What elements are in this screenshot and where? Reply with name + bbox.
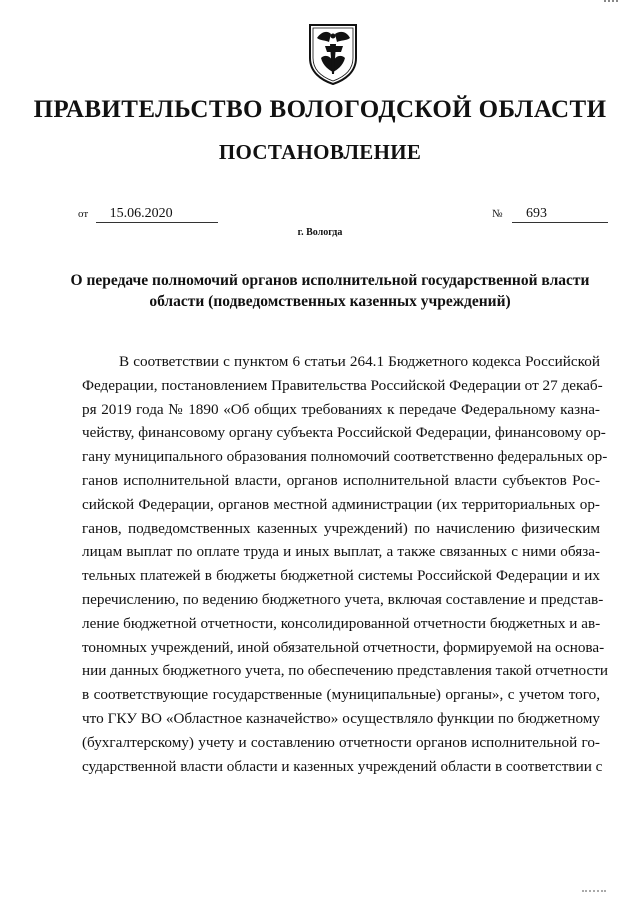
document-date: 15.06.2020	[96, 206, 218, 223]
body-line: лицам выплат по оплате труда и иных выплат, а также связанных с ними обяза-	[82, 543, 600, 561]
body-line: Федерации, постановлением Правительства Российской Федерации от 27 декаб-	[82, 376, 603, 394]
date-prefix: от	[78, 208, 89, 220]
body-line: чейству, финансовому органу субъекта Российской Федерации, финансовому ор-	[82, 424, 606, 442]
body-line: тельных платежей в бюджеты бюджетной системы Российской Федерации и их	[82, 567, 600, 585]
number-prefix: №	[492, 208, 503, 220]
document-number: 693	[512, 206, 608, 223]
body-line: В соответствии с пунктом 6 статьи 264.1 Бюджетного кодекса Российской	[119, 353, 600, 370]
body-line: ление бюджетной отчетности, консолидированной отчетности бюджетных и ав-	[82, 614, 601, 632]
body-line: что ГКУ ВО «Областное казначейство» осуществляло функции по бюджетному	[82, 709, 600, 727]
document-date-field	[78, 206, 218, 223]
scan-corner-mark	[582, 890, 606, 895]
body-line: тономных учреждений, иной обязательной отчетности, формируемой на основа-	[82, 638, 605, 656]
body-line: гану муниципального образования полномочий соответственно федеральных ор-	[82, 448, 608, 466]
scan-corner-mark	[604, 0, 618, 5]
vologda-coat-of-arms-icon	[307, 22, 359, 86]
body-line: перечислению, по ведению бюджетного учета, включая составление и представ-	[82, 590, 604, 608]
subject-line: О передаче полномочий органов исполнительной государственной власти	[70, 272, 590, 289]
body-line: сударственной власти области и казенных учреждений области в соответствии с	[82, 757, 603, 775]
government-title: ПРАВИТЕЛЬСТВО ВОЛОГОДСКОЙ ОБЛАСТИ	[33, 96, 607, 123]
body-paragraph	[82, 350, 609, 778]
body-line: (бухгалтерскому) учету и составлению отчетности органов исполнительной го-	[82, 733, 600, 751]
document-type: ПОСТАНОВЛЕНИЕ	[218, 140, 422, 164]
subject-line: области (подведомственных казенных учреждений)	[149, 293, 511, 310]
body-line: сийской Федерации, органов местной администрации (их территориальных ор-	[82, 495, 600, 513]
document-number-field	[492, 206, 608, 223]
body-line: ря 2019 года № 1890 «Об общих требованиях к передаче Федеральному казна-	[82, 400, 600, 418]
document-subject	[60, 270, 600, 312]
body-line: ганов, подведомственных казенных учреждений) по начислению физическим	[82, 519, 600, 537]
city-label: г. Вологда	[297, 227, 343, 238]
body-line: ганов исполнительной власти, органов исполнительной власти субъектов Рос-	[82, 471, 600, 489]
body-line: в соответствующие государственные (муниципальные) органы», с учетом того,	[82, 686, 600, 704]
body-line: нии данных бюджетного учета, по обеспечению представления такой отчетности	[82, 662, 609, 680]
